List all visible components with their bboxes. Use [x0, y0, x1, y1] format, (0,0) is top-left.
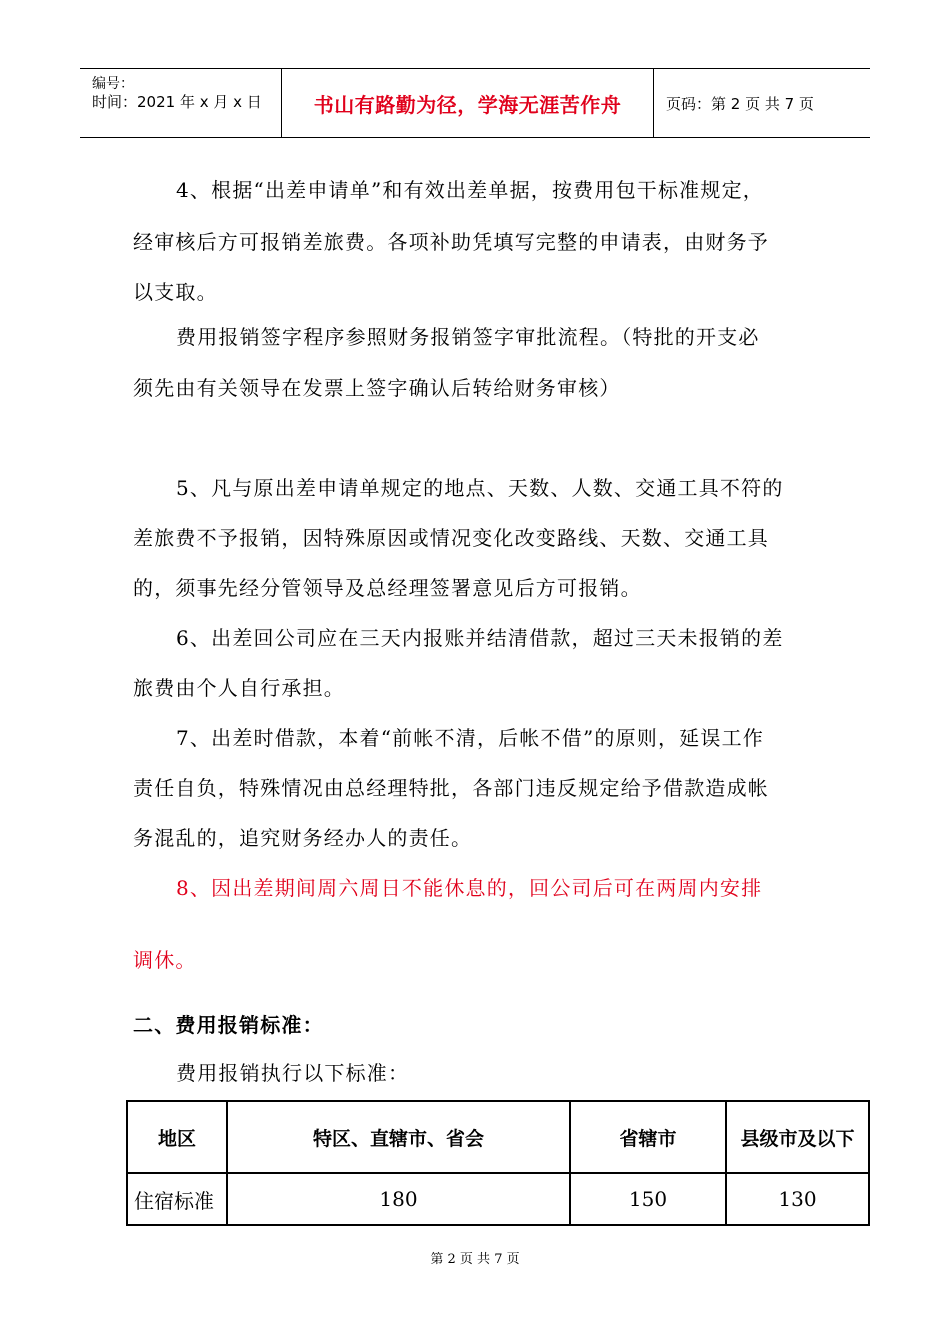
section2-intro: 费用报销执行以下标准：	[176, 1061, 410, 1085]
item7-line3: 务混乱的，追究财务经办人的责任。	[133, 826, 473, 850]
item5-line1: 5、凡与原出差申请单规定的地点、天数、人数、交通工具不符的	[176, 476, 784, 500]
header-meta	[80, 69, 282, 137]
item7-line2: 责任自负，特殊情况由总经理特批，各部门违反规定给予借款造成帐	[133, 776, 769, 800]
table-header-cell: 特区、直辖市、省会	[227, 1101, 570, 1173]
table-header-row	[127, 1101, 869, 1173]
reimbursement-standard-table	[126, 1100, 870, 1226]
table-cell: 180	[227, 1173, 570, 1225]
table-header-cell: 省辖市	[570, 1101, 726, 1173]
item4-note-line1: 费用报销签字程序参照财务报销签字审批流程。（特批的开支必	[176, 325, 760, 349]
item8-line2: 调休。	[133, 948, 197, 972]
item6-line2: 旅费由个人自行承担。	[133, 676, 345, 700]
item4-line2: 经审核后方可报销差旅费。各项补助凭填写完整的申请表，由财务予	[133, 230, 769, 254]
table-header-cell: 县级市及以下	[726, 1101, 869, 1173]
item4-line3: 以支取。	[133, 280, 218, 304]
item5-line3: 的，须事先经分管领导及总经理签署意见后方可报销。	[133, 576, 642, 600]
table-cell: 住宿标准	[127, 1173, 227, 1225]
header-page-info	[654, 69, 870, 137]
doc-date-label: 时间：2021 年 x 月 x 日	[92, 93, 262, 111]
table-header-cell: 地区	[127, 1101, 227, 1173]
item8-line1: 8、因出差期间周六周日不能休息的，回公司后可在两周内安排	[176, 876, 763, 900]
item4-note-line2: 须先由有关领导在发票上签字确认后转给财务审核）	[133, 376, 621, 400]
item4-line1: 4、根据“出差申请单”和有效出差单据，按费用包干标准规定，	[176, 178, 764, 202]
table-row	[127, 1173, 869, 1225]
section2-title: 二、费用报销标准：	[133, 1013, 324, 1037]
table-cell: 130	[726, 1173, 869, 1225]
item7-line1: 7、出差时借款，本着“前帐不清，后帐不借”的原则，延误工作	[176, 726, 764, 750]
page-info-text: 页码：第 2 页 共 7 页	[666, 94, 814, 113]
header-motto: 书山有路勤为径，学海无涯苦作舟	[313, 92, 622, 117]
item5-line2: 差旅费不予报销，因特殊原因或情况变化改变路线、天数、交通工具	[133, 526, 769, 550]
page-footer: 第 2 页 共 7 页	[430, 1252, 520, 1267]
table-cell: 150	[570, 1173, 726, 1225]
page-header	[80, 68, 870, 138]
header-motto-cell	[282, 69, 654, 137]
item6-line1: 6、出差回公司应在三天内报账并结清借款，超过三天未报销的差	[176, 626, 784, 650]
doc-number-label: 编号：	[92, 76, 134, 92]
